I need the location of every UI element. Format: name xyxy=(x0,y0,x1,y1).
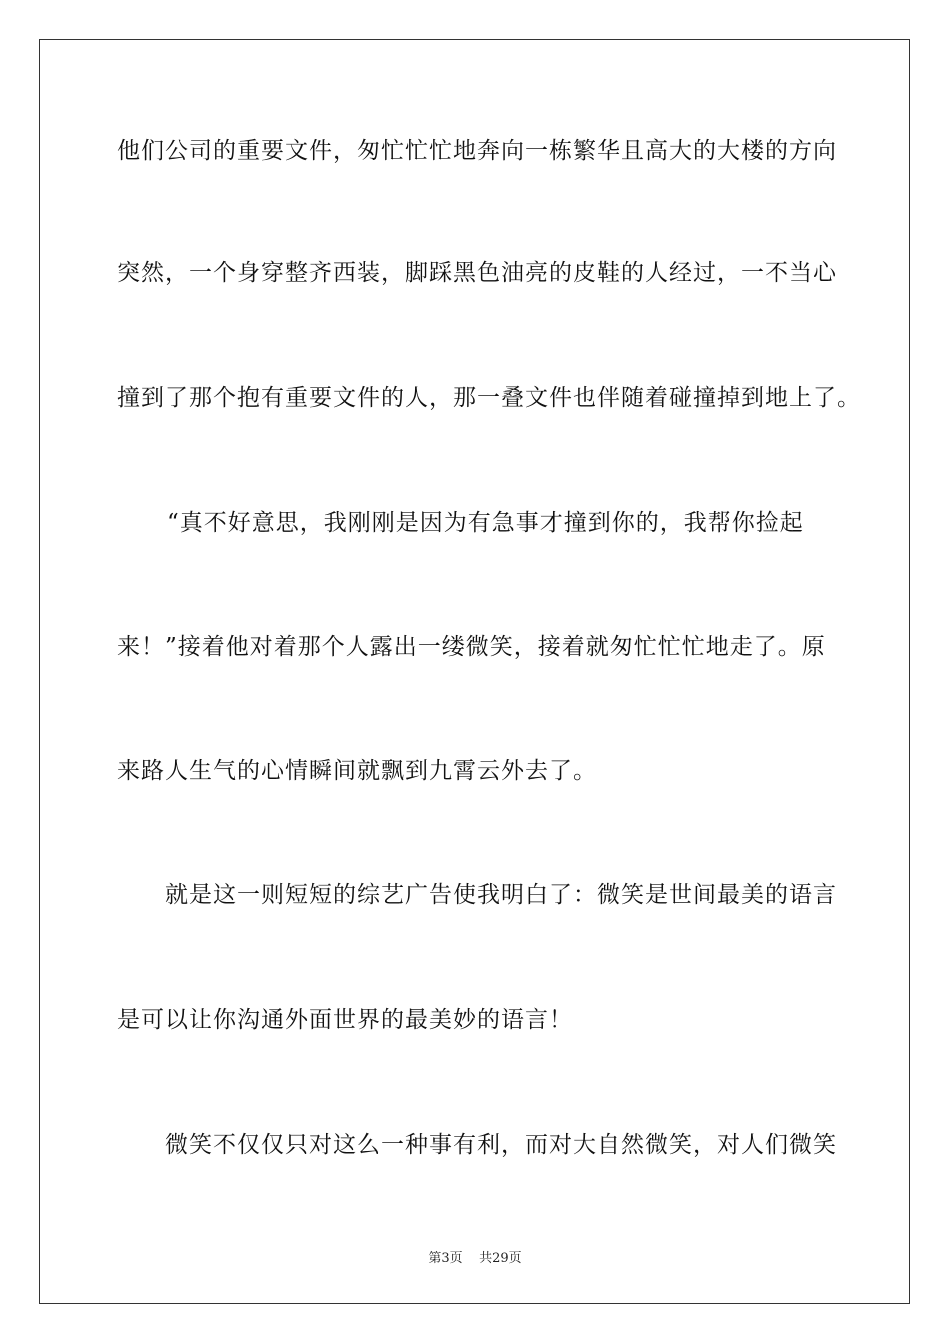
body-text-line-6: 来路人生气的心情瞬间就飘到九霄云外去了。 xyxy=(117,758,597,784)
body-text-line-8: 是可以让你沟通外面世界的最美妙的语言！ xyxy=(117,1007,573,1033)
body-text-line-9: 微笑不仅仅只对这么一种事有利，而对大自然微笑，对人们微笑 xyxy=(165,1132,837,1158)
page-footer xyxy=(0,1247,950,1266)
body-text-line-1: 他们公司的重要文件，匆忙忙忙地奔向一栋繁华且高大的大楼的方向 xyxy=(117,138,837,164)
body-text-line-7: 就是这一则短短的综艺广告使我明白了：微笑是世间最美的语言 xyxy=(165,882,837,908)
body-text-line-4: “真不好意思，我刚刚是因为有急事才撞到你的，我帮你捡起 xyxy=(167,510,804,536)
body-text-line-5: 来！”接着他对着那个人露出一缕微笑，接着就匆忙忙忙地走了。原 xyxy=(117,634,826,660)
page-border xyxy=(39,39,910,1304)
body-text-line-2: 突然，一个身穿整齐西装，脚踩黑色油亮的皮鞋的人经过，一不当心 xyxy=(117,260,837,286)
body-text-line-3: 撞到了那个抱有重要文件的人，那一叠文件也伴随着碰撞掉到地上了。 xyxy=(117,385,861,411)
page-total: 共29页 xyxy=(479,1251,522,1266)
page-number: 第3页 xyxy=(428,1251,463,1266)
